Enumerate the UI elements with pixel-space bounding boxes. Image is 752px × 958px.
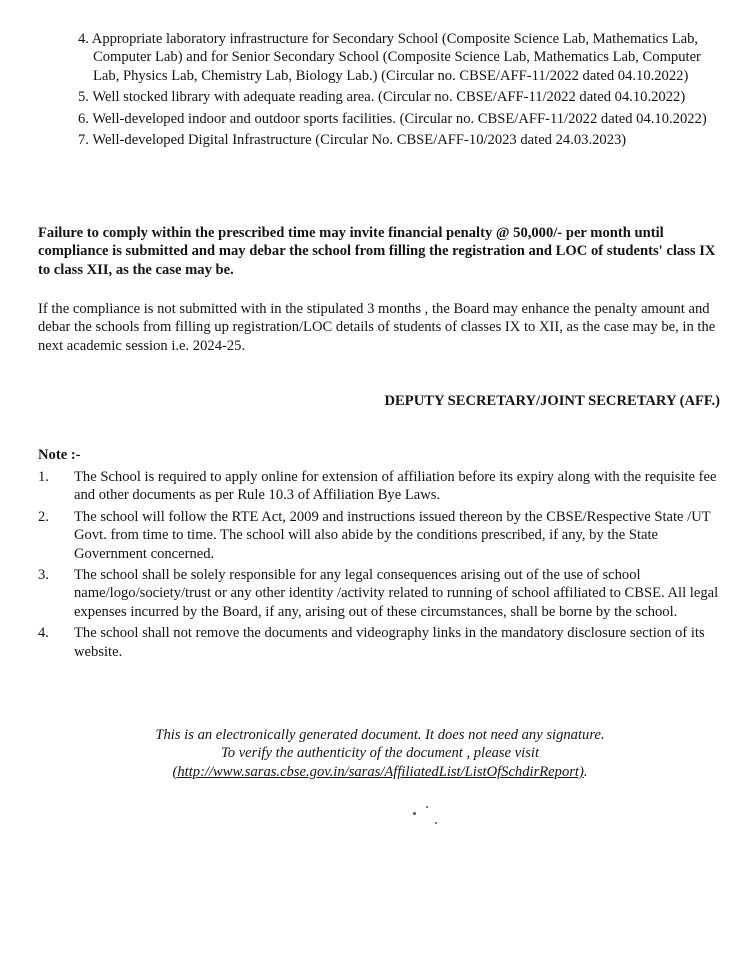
enhancement-notice: If the compliance is not submitted with in the stipulated 3 months , the Board may enhance the penalty amount and debar the schools from filling up registration/LOC details of students of classes IX to XII, as the case may be, in the next academic session i.e. 2024-25. <box>38 301 716 354</box>
note-text: The school will follow the RTE Act, 2009 and instructions issued thereon by the CBSE/Respective State /UT Govt. from time to time. The school will also abide by the conditions prescribed, if any, by the State Government concerned. <box>74 508 711 562</box>
list-item <box>38 508 728 563</box>
item-text: Well-developed Digital Infrastructure (Circular No. CBSE/AFF-10/2023 dated 24.03.2023) <box>92 132 627 149</box>
list-item <box>78 30 728 85</box>
signatory-title: DEPUTY SECRETARY/JOINT SECRETARY (AFF.) <box>384 393 720 409</box>
footer-disclaimer <box>110 726 650 781</box>
list-item <box>78 110 728 128</box>
item-text: Appropriate laboratory infrastructure for Secondary School (Composite Science Lab, Mathematics Lab, Computer Lab) and for Senior Secondary School (Composite Science Lab, Mathematics Lab, Computer Lab, Physics Lab, Chemistry Lab, Biology Lab.) (Circular no. CBSE/AFF-11/2022 dated 04.10.2022) <box>91 31 701 84</box>
note-heading: Note :- <box>38 447 81 463</box>
note-number: 3. <box>38 567 49 584</box>
note-text: The School is required to apply online for extension of affiliation before its expiry along with the requisite fee and other documents as per Rule 10.3 of Affiliation Bye Laws. <box>74 469 717 504</box>
scan-speck <box>435 822 437 824</box>
item-text: Well-developed indoor and outdoor sports facilities. (Circular no. CBSE/AFF-11/2022 dated 04.10.2022) <box>92 110 707 127</box>
list-item <box>38 624 728 661</box>
notes-list <box>38 468 728 664</box>
item-number: 5. <box>78 89 89 106</box>
note-number: 4. <box>38 625 49 642</box>
footer-line: To verify the authenticity of the document , please visit <box>220 745 540 762</box>
item-text: Well stocked library with adequate reading area. (Circular no. CBSE/AFF-11/2022 dated 04.10.2022) <box>92 89 686 106</box>
note-number: 2. <box>38 508 49 525</box>
requirements-list <box>78 30 728 152</box>
item-number: 4. <box>78 31 89 47</box>
list-item <box>38 468 728 505</box>
item-number: 7. <box>78 132 89 149</box>
note-text: The school shall not remove the documents and videography links in the mandatory disclosure section of its website. <box>74 625 705 660</box>
scan-speck <box>426 806 428 808</box>
footer-link-line <box>110 763 650 781</box>
note-number: 1. <box>38 469 49 485</box>
list-item <box>78 131 728 149</box>
verification-link[interactable]: (http://www.saras.cbse.gov.in/saras/AffiliatedList/ListOfSchdirReport) <box>172 763 584 780</box>
link-suffix: . <box>583 763 588 780</box>
footer-line: This is an electronically generated document. It does not need any signature. <box>155 727 605 743</box>
scan-speck <box>413 812 416 815</box>
list-item <box>38 566 728 621</box>
list-item <box>78 88 728 106</box>
note-text: The school shall be solely responsible for any legal consequences arising out of the use of school name/logo/society/trust or any other identity /activity related to running of school affiliated to CBSE. All legal expenses incurred by the Board, if any, arising out of these circumstances, shall be borne by the school. <box>74 567 719 620</box>
item-number: 6. <box>78 110 89 127</box>
penalty-notice: Failure to comply within the prescribed time may invite financial penalty @ 50,000/- per month until compliance is submitted and may debar the school from filling the registration and LOC of students' class IX to class XII, as the case may be. <box>38 225 716 278</box>
